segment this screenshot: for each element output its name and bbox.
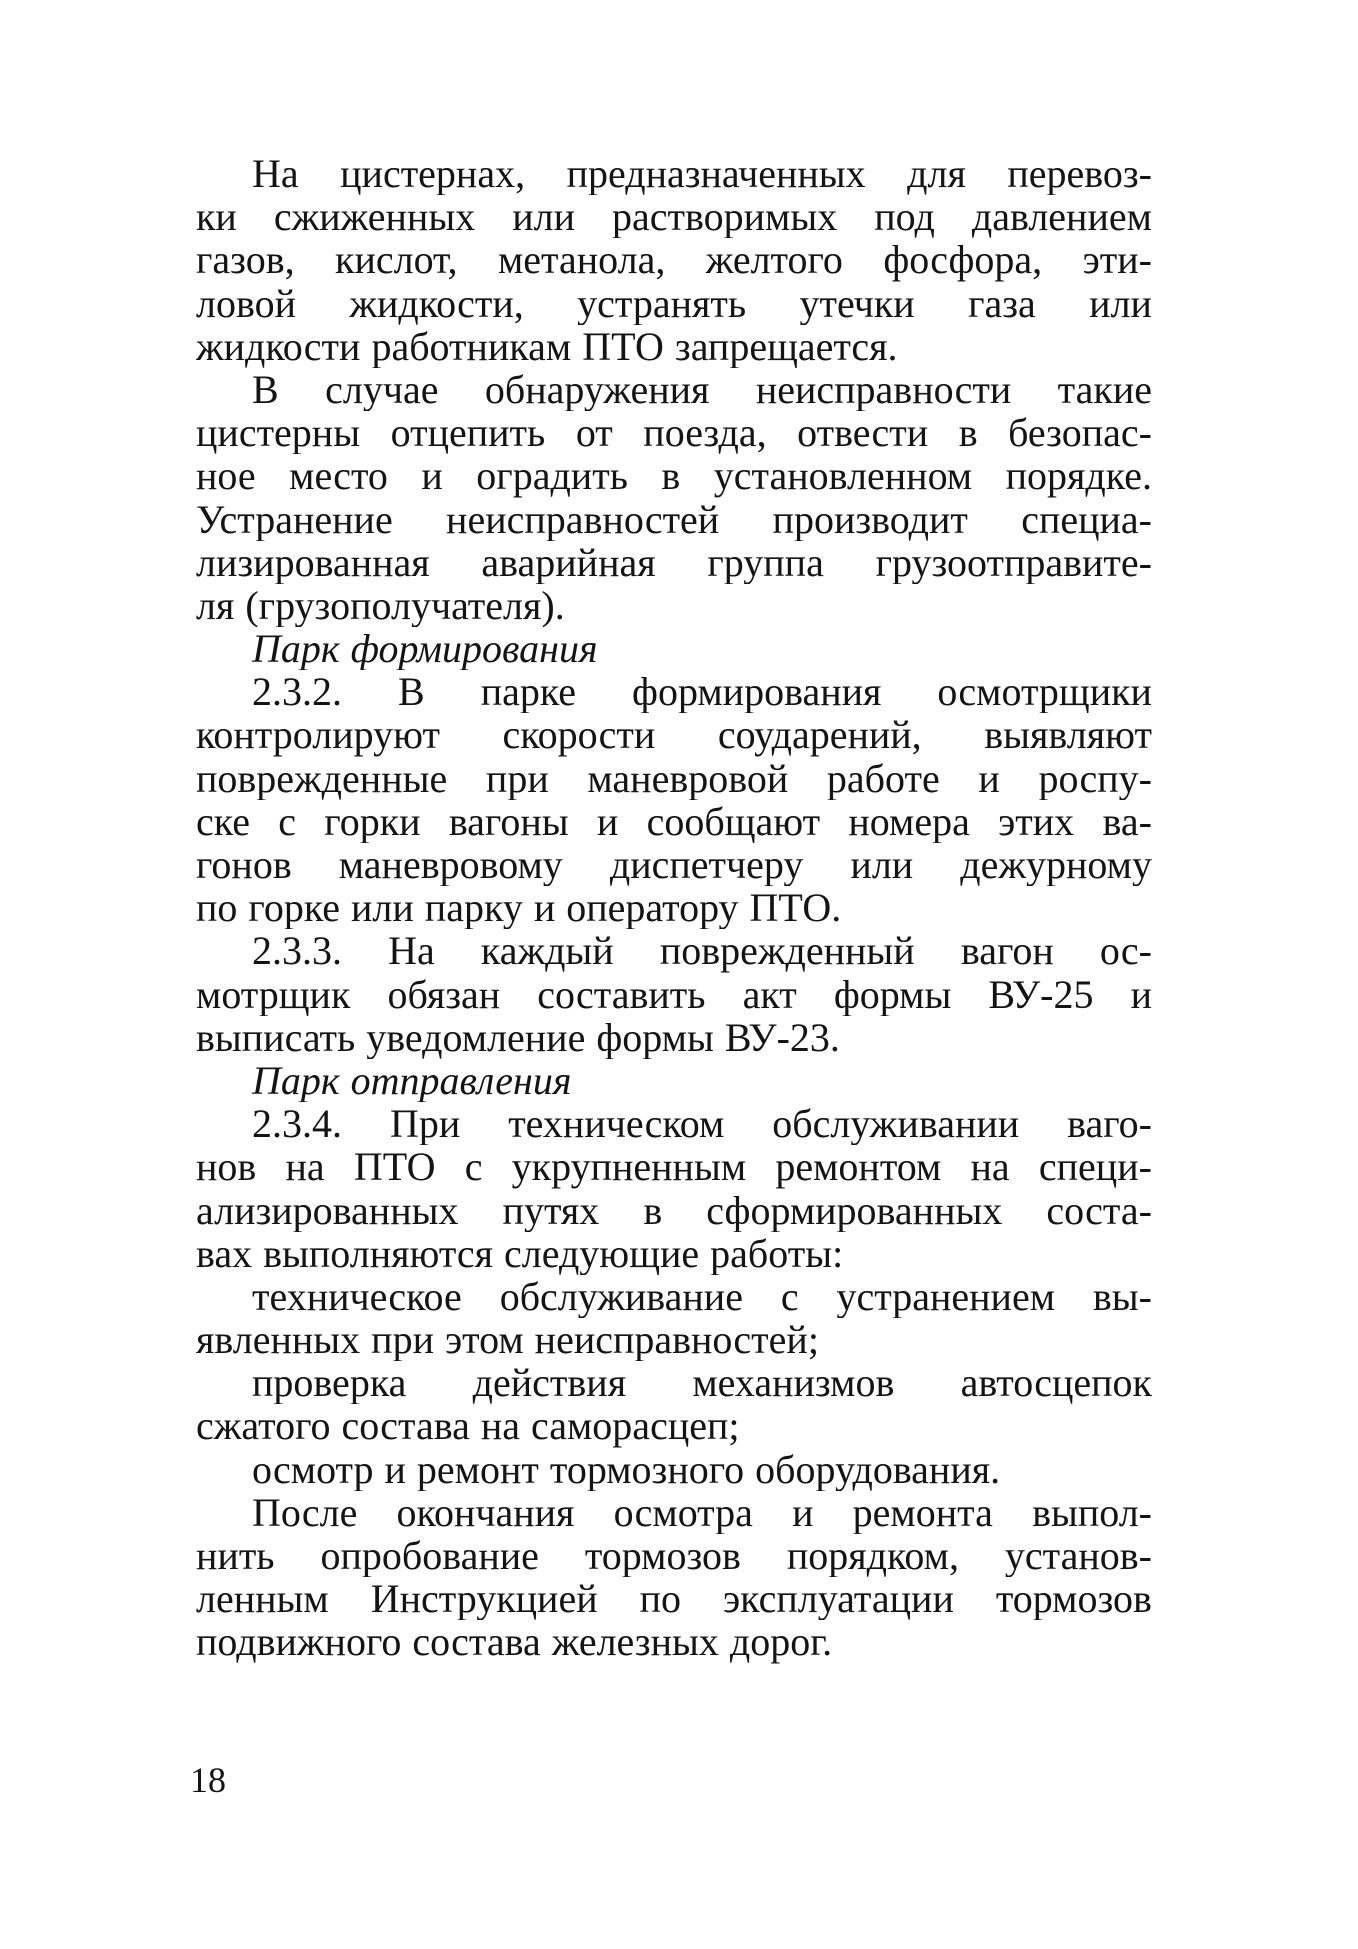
text-line: ленным Инструкцией по эксплуатации тормозов <box>196 1577 1152 1621</box>
text-line: цистерны отцепить от поезда, отвести в безопас- <box>196 411 1152 455</box>
text-line: В случае обнаружения неисправности такие <box>252 367 1152 412</box>
text-line: выписать уведомление формы ВУ-23. <box>196 1015 840 1059</box>
text-line: ки сжиженных или растворимых под давлением <box>196 195 1152 239</box>
text-line: 2.3.2. В парке формирования осмотрщики <box>252 670 1152 714</box>
text-line: поврежденные при маневровой работе и роспу- <box>196 756 1152 800</box>
text-line: гонов маневровому диспетчеру или дежурному <box>196 843 1152 887</box>
text-line: 2.3.4. При техническом обслуживании ваго- <box>252 1102 1152 1146</box>
page-body <box>196 152 1152 1664</box>
text-line: ловой жидкости, устранять утечки газа или <box>196 281 1152 325</box>
text-line: по горке или парку и оператору ПТО. <box>196 886 842 930</box>
text-line: жидкости работникам ПТО запрещается. <box>196 324 898 368</box>
text-line: Устранение неисправностей производит специа- <box>196 497 1152 541</box>
text-line: ализированных путях в сформированных соста- <box>196 1188 1152 1232</box>
section-heading: Парк формирования <box>252 627 598 671</box>
section-heading: Парк отправления <box>252 1058 572 1103</box>
text-line: ске с горки вагоны и сообщают номера этих ва- <box>196 799 1152 843</box>
text-line: контролируют скорости соударений, выявляют <box>196 713 1152 757</box>
text-line: осмотр и ремонт тормозного оборудования. <box>252 1447 1001 1491</box>
text-line: вах выполняются следующие работы: <box>196 1231 844 1275</box>
text-line: лизированная аварийная группа грузоотправите- <box>196 540 1152 584</box>
text-line: нить опробование тормозов порядком, установ- <box>196 1534 1152 1578</box>
text-line: нов на ПТО с укрупненным ремонтом на специ- <box>196 1145 1152 1189</box>
text-line: подвижного состава железных дорог. <box>196 1620 833 1664</box>
text-line: сжатого состава на саморасцеп; <box>196 1404 740 1448</box>
text-line: 2.3.3. На каждый поврежденный вагон ос- <box>252 929 1152 973</box>
text-line: ля (грузополучателя). <box>196 583 565 628</box>
text-line: После окончания осмотра и ремонта выпол- <box>252 1490 1152 1534</box>
text-line: проверка действия механизмов автосцепок <box>252 1361 1152 1405</box>
page-number: 18 <box>190 1760 226 1800</box>
text-line: ное место и оградить в установленном порядке. <box>196 454 1152 498</box>
text-line: техническое обслуживание с устранением вы- <box>252 1274 1152 1319</box>
text-line: явленных при этом неисправностей; <box>196 1318 819 1362</box>
text-line: На цистернах, предназначенных для перевоз- <box>252 152 1152 196</box>
text-line: газов, кислот, метанола, желтого фосфора, эти- <box>196 238 1152 282</box>
text-line: мотрщик обязан составить акт формы ВУ-25 и <box>196 972 1152 1016</box>
